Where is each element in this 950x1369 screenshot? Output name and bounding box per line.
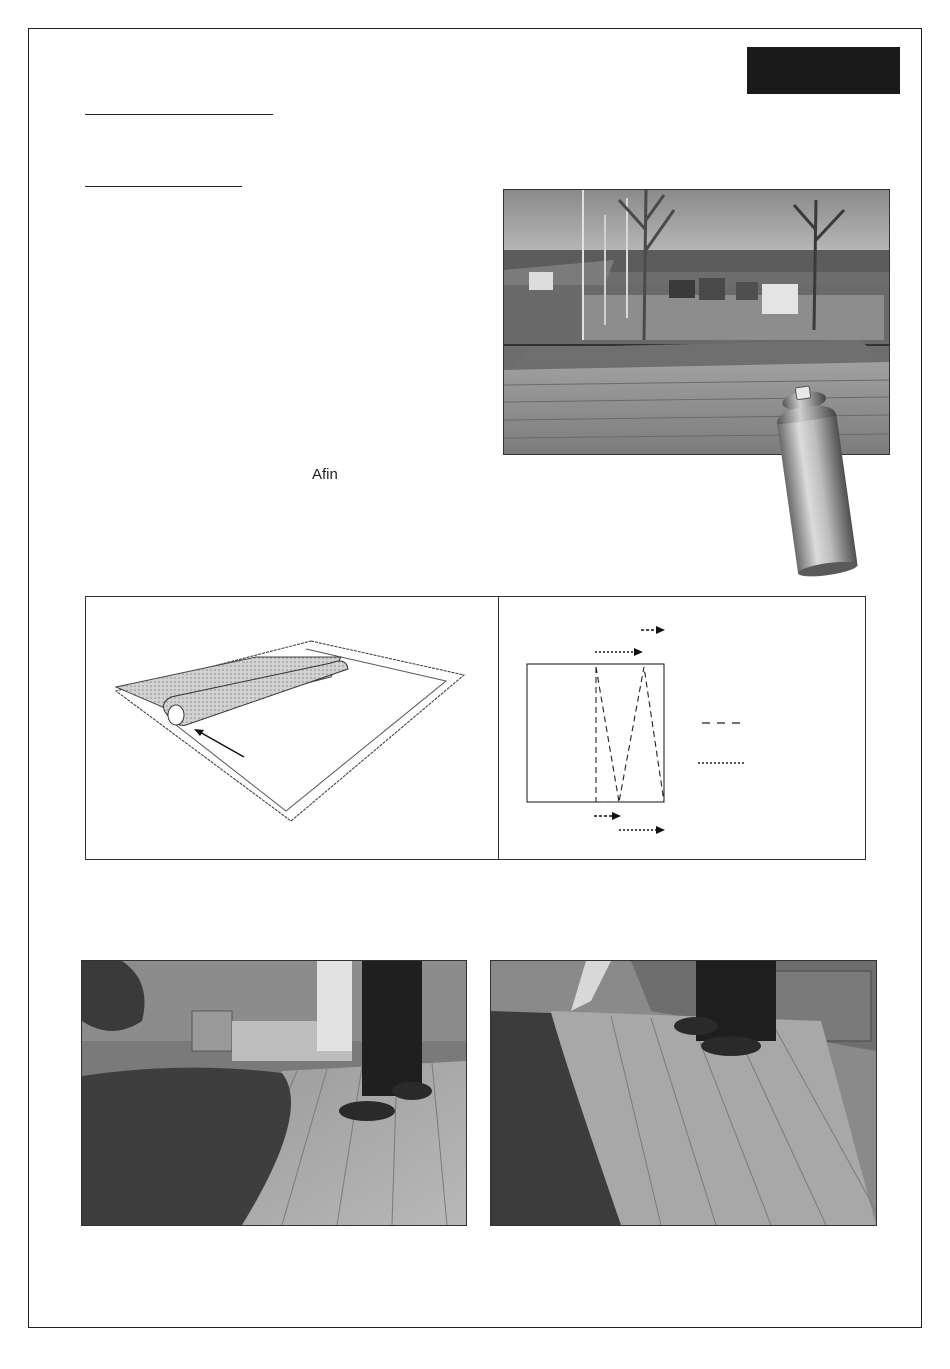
heading-underline-2 [85,186,242,187]
photo-membrane-application-left [81,960,467,1226]
body-text-afin: Afin [312,466,338,483]
diagram-panel [85,596,866,860]
spray-can-image [770,378,860,578]
rolling-membrane-diagram [86,597,498,859]
section-tab [747,47,900,94]
heading-underline-1 [85,114,273,115]
spray-pattern-diagram [499,597,865,859]
photo-membrane-application-right [490,960,877,1226]
